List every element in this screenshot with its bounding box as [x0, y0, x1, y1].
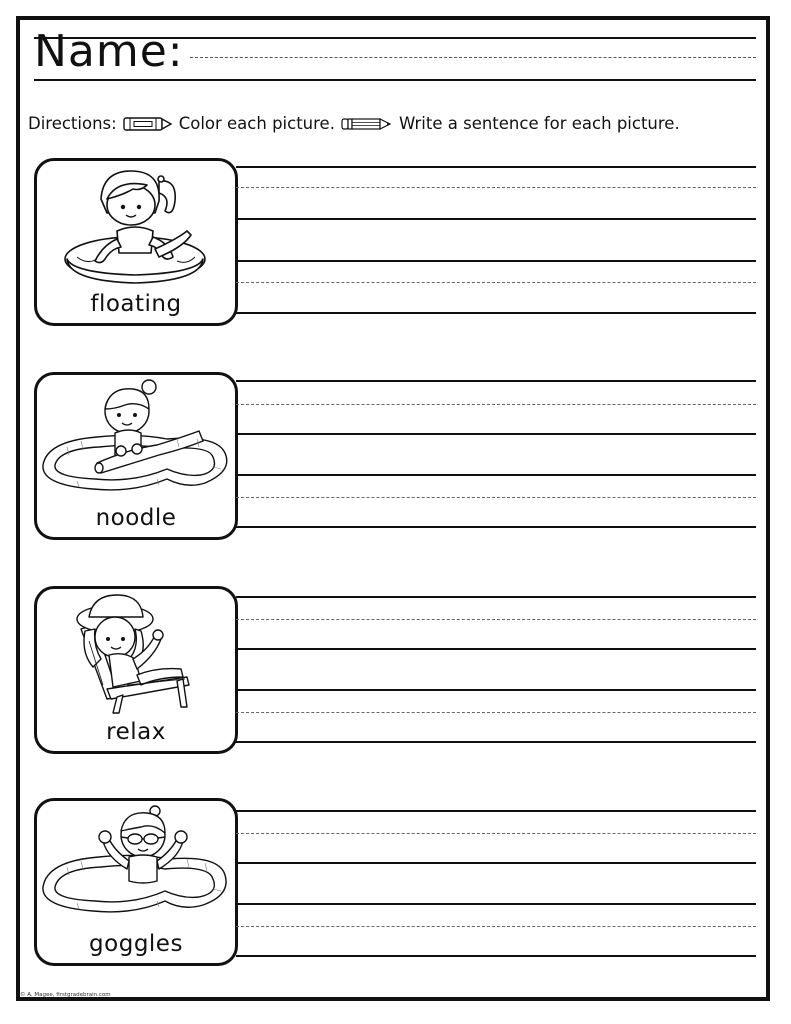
kid-in-pool-with-goggles-picture [37, 801, 235, 931]
writing-mid-line[interactable] [236, 712, 756, 713]
pencil-icon [340, 115, 394, 133]
picture-card-floating [34, 158, 238, 326]
name-base-line[interactable] [34, 79, 756, 81]
writing-base-line[interactable] [236, 526, 756, 528]
directions-step2: Write a sentence for each picture. [398, 114, 680, 133]
directions-step1: Color each picture. [178, 114, 335, 133]
card-word-relax: relax [106, 719, 166, 745]
name-top-line [34, 37, 756, 39]
girl-in-swim-ring-picture [37, 161, 235, 291]
writing-top-line[interactable] [236, 166, 756, 168]
writing-top-line[interactable] [236, 903, 756, 905]
writing-mid-line[interactable] [236, 404, 756, 405]
kid-with-pool-noodle-picture [37, 375, 235, 505]
card-word-floating: floating [90, 291, 182, 317]
name-mid-line [190, 57, 756, 58]
copyright-notice: © A. Magee, firstgradebrain.com [20, 992, 111, 998]
writing-base-line[interactable] [236, 218, 756, 220]
writing-mid-line[interactable] [236, 833, 756, 834]
writing-base-line[interactable] [236, 955, 756, 957]
writing-top-line[interactable] [236, 474, 756, 476]
writing-top-line[interactable] [236, 689, 756, 691]
writing-mid-line[interactable] [236, 497, 756, 498]
writing-base-line[interactable] [236, 862, 756, 864]
writing-mid-line[interactable] [236, 187, 756, 188]
writing-base-line[interactable] [236, 648, 756, 650]
writing-top-line[interactable] [236, 810, 756, 812]
card-word-noodle: noodle [95, 505, 177, 531]
picture-card-noodle [34, 372, 238, 540]
writing-base-line[interactable] [236, 741, 756, 743]
picture-card-goggles [34, 798, 238, 966]
picture-card-relax [34, 586, 238, 754]
writing-mid-line[interactable] [236, 619, 756, 620]
writing-mid-line[interactable] [236, 926, 756, 927]
writing-base-line[interactable] [236, 433, 756, 435]
directions [28, 114, 680, 133]
card-word-goggles: goggles [89, 931, 183, 957]
writing-top-line[interactable] [236, 596, 756, 598]
writing-mid-line[interactable] [236, 282, 756, 283]
writing-top-line[interactable] [236, 260, 756, 262]
writing-top-line[interactable] [236, 380, 756, 382]
directions-prefix: Directions: [28, 114, 117, 133]
writing-base-line[interactable] [236, 312, 756, 314]
crayon-icon [122, 115, 174, 133]
girl-on-lounge-chair-picture [37, 589, 235, 719]
name-label: Name: [34, 26, 184, 77]
